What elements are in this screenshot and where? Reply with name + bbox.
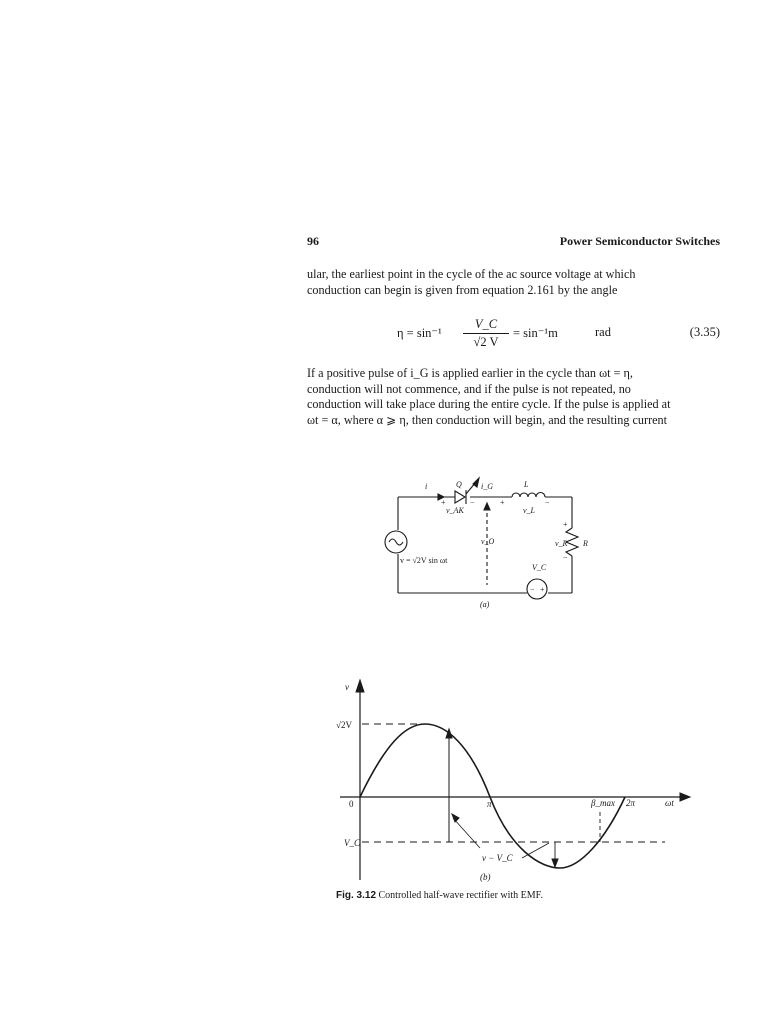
sine-glyph <box>389 539 403 545</box>
label-vl: v_L <box>523 506 535 515</box>
resistor-icon <box>566 528 578 556</box>
equation-lhs: η = sin⁻¹ <box>397 326 442 340</box>
caption-text: Controlled half-wave rectifier with EMF. <box>378 890 543 901</box>
label-wt: ωt <box>665 798 674 808</box>
label-two-pi: 2π <box>626 798 636 808</box>
label-vak: v_AK <box>446 506 464 515</box>
label-ig: i_G <box>481 482 493 491</box>
sine-curve <box>360 724 625 868</box>
text-line: ular, the earliest point in the cycle of the ac source voltage at which <box>307 267 636 281</box>
equation-denominator: √2 V <box>473 335 499 349</box>
wt-axis-arrow <box>680 793 690 801</box>
minus-vc: − <box>530 585 535 594</box>
label-beta: β_max <box>591 798 615 808</box>
plus-vl: + <box>500 498 505 507</box>
label-q: Q <box>456 480 462 489</box>
inductor-icon <box>512 493 545 498</box>
difference-arrow <box>552 859 558 867</box>
plus-vak: + <box>441 498 446 507</box>
label-r: R <box>583 539 588 548</box>
equation-rhs: = sin⁻¹m <box>513 326 558 340</box>
thyristor-icon <box>455 491 465 503</box>
label-pi: π <box>487 799 492 809</box>
label-zero: 0 <box>349 799 354 809</box>
text-line: If a positive pulse of i_G is applied earlier in the cycle than ωt = η, <box>307 366 633 380</box>
label-i: i <box>425 482 428 491</box>
label-l: L <box>524 480 529 489</box>
v-axis-arrow <box>356 680 364 692</box>
leader-left <box>453 818 480 848</box>
text-line: conduction will not commence, and if the pulse is not repeated, no <box>307 381 631 396</box>
subfig-b-label: (b) <box>480 872 491 882</box>
equation-number: (3.35) <box>689 325 720 339</box>
label-v-minus-vc: v − V_C <box>482 853 513 863</box>
caption-label: Fig. 3.12 <box>336 890 377 901</box>
gate-arrow <box>473 478 479 487</box>
label-source: v = √2V sin ωt <box>400 556 448 565</box>
minus-vl: − <box>545 498 550 507</box>
text-line: conduction will take place during the entire cycle. If the pulse is applied at <box>307 397 671 411</box>
equation-unit: rad <box>595 325 611 339</box>
leader-left-arrow <box>452 814 459 822</box>
running-title: Power Semiconductor Switches <box>559 234 720 248</box>
subfig-a-label: (a) <box>480 600 490 609</box>
plus-vc: + <box>540 585 545 594</box>
figure-caption <box>336 890 543 901</box>
circuit-labels <box>400 480 588 609</box>
label-vo: v_O <box>481 537 495 546</box>
minus-vak: − <box>470 498 475 507</box>
waveform-labels <box>336 682 674 882</box>
label-vr: v_R <box>555 539 568 548</box>
minus-vr: − <box>563 553 568 562</box>
label-vc: V_C <box>532 563 547 572</box>
waveform-plot <box>340 680 690 880</box>
text-line: ωt = α, where α ⩾ η, then conduction will begin, and the resulting current <box>307 412 668 427</box>
firing-arrow <box>446 729 452 738</box>
leader-right <box>522 843 549 858</box>
label-v: v <box>345 682 349 692</box>
text-line: conduction can begin is given from equation 2.161 by the angle <box>307 282 618 297</box>
vo-arrow <box>484 503 490 510</box>
label-peak: √2V <box>336 720 352 730</box>
equation-numerator: V_C <box>463 317 509 334</box>
plus-vr: + <box>563 520 568 529</box>
label-vc-axis: V_C <box>344 838 361 848</box>
page-number: 96 <box>307 234 319 248</box>
